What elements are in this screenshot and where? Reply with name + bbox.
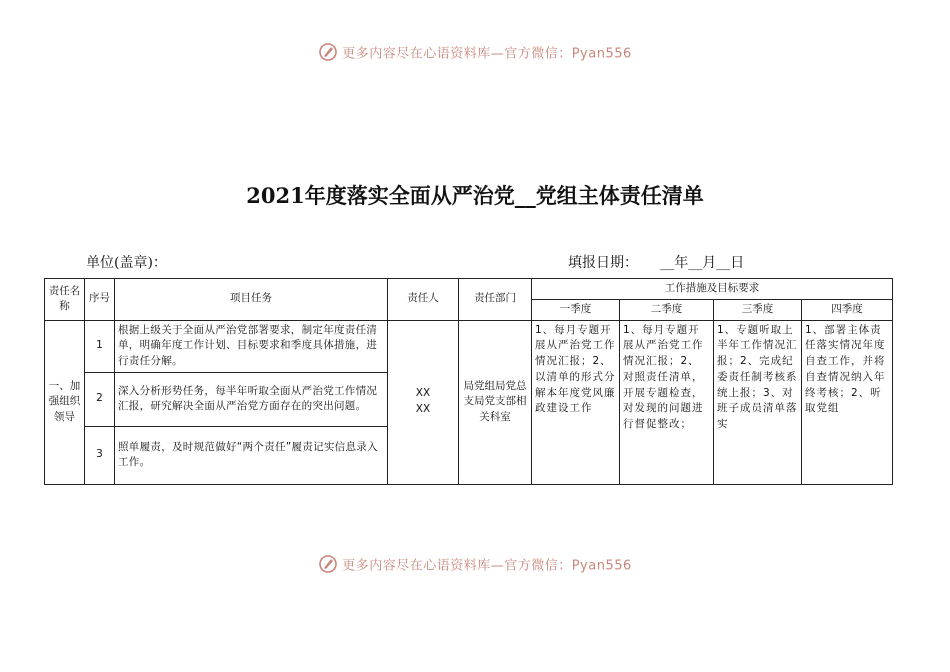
cell-text: XX XX (415, 387, 431, 416)
header-q3 (714, 299, 802, 320)
q1-measure-cell (532, 320, 620, 484)
header-text: 一季度 (559, 302, 592, 315)
cell-text: 照单履责，及时规范做好“两个责任”履责记实信息录入工作。 (118, 440, 378, 469)
logo-icon (318, 42, 338, 62)
header-text: 工作措施及目标要求 (664, 282, 760, 294)
responsibility-name-cell (45, 320, 85, 484)
header-measures (532, 279, 893, 300)
cell-text: 1、专题听取上半年工作情况汇报；2、完成纪委责任制考核系统上报；3、对班子成员清单落实 (717, 323, 798, 430)
document-title: 2021年度落实全面从严治党__党组主体责任清单 (246, 183, 704, 208)
header-index (85, 279, 115, 321)
q2-measure-cell (620, 320, 714, 484)
header-responsible-dept (459, 279, 532, 321)
watermark-text: 更多内容尽在心语资料库—官方微信：Pyan556 (342, 558, 632, 574)
header-q4 (802, 299, 893, 320)
header-text: 责任名称 (48, 284, 81, 313)
cell-text: 1、每月专题开展从严治党工作情况汇报；2、以清单的形式分解本年度党风廉政建设工作 (535, 323, 616, 415)
index-cell (85, 372, 115, 426)
index-cell (85, 320, 115, 372)
header-text: 序号 (89, 292, 110, 305)
task-cell (115, 372, 388, 426)
cell-text: 2 (96, 392, 103, 405)
cell-text: 1、部署主体责任落实情况年度自查工作，并将自查情况纳入年终考核；2、听取党组 (805, 323, 886, 415)
header-text: 三季度 (741, 302, 774, 315)
unit-label: 单位(盖章)： (86, 255, 167, 271)
header-responsible-person (388, 279, 459, 321)
header-text: 项目任务 (230, 292, 272, 305)
cell-text: 一、加强组织领导 (48, 379, 81, 423)
header-responsibility-name (45, 279, 85, 321)
cell-text: 局党组局党总支局党支部相关科室 (463, 379, 527, 423)
watermark-top (0, 42, 950, 62)
responsible-dept-cell (459, 320, 532, 484)
table-row (45, 320, 893, 372)
header-q2 (620, 299, 714, 320)
q3-measure-cell (714, 320, 802, 484)
logo-icon (318, 554, 338, 574)
cell-text: 根据上级关于全面从严治党部署要求，制定年度责任清单，明确年度工作计划、目标要求和季度具体措施，进行责任分解。 (118, 323, 378, 367)
index-cell (85, 426, 115, 484)
responsibility-table (44, 278, 893, 485)
cell-text: 1、每月专题开展从严治党工作情况汇报；2、对照责任清单，开展专题检查，对发现的问题进行督促整改； (623, 323, 704, 430)
watermark-bottom (0, 554, 950, 574)
header-text: 责任人 (407, 292, 439, 305)
cell-text: 3 (96, 448, 103, 461)
cell-text: 深入分析形势任务，每半年听取全面从严治党工作情况汇报，研究解决全面从严治党方面存在的突出问题。 (118, 384, 378, 413)
cell-text: 1 (96, 339, 103, 352)
header-text: 四季度 (831, 302, 863, 315)
date-label: 填报日期： __年__月__日 (568, 255, 745, 271)
watermark-text: 更多内容尽在心语资料库—官方微信：Pyan556 (342, 46, 632, 62)
responsible-person-cell (388, 320, 459, 484)
header-q1 (532, 299, 620, 320)
task-cell (115, 320, 388, 372)
header-text: 二季度 (650, 302, 683, 315)
header-text: 责任部门 (474, 292, 516, 305)
q4-measure-cell (802, 320, 893, 484)
header-project-task (115, 279, 388, 321)
task-cell (115, 426, 388, 484)
